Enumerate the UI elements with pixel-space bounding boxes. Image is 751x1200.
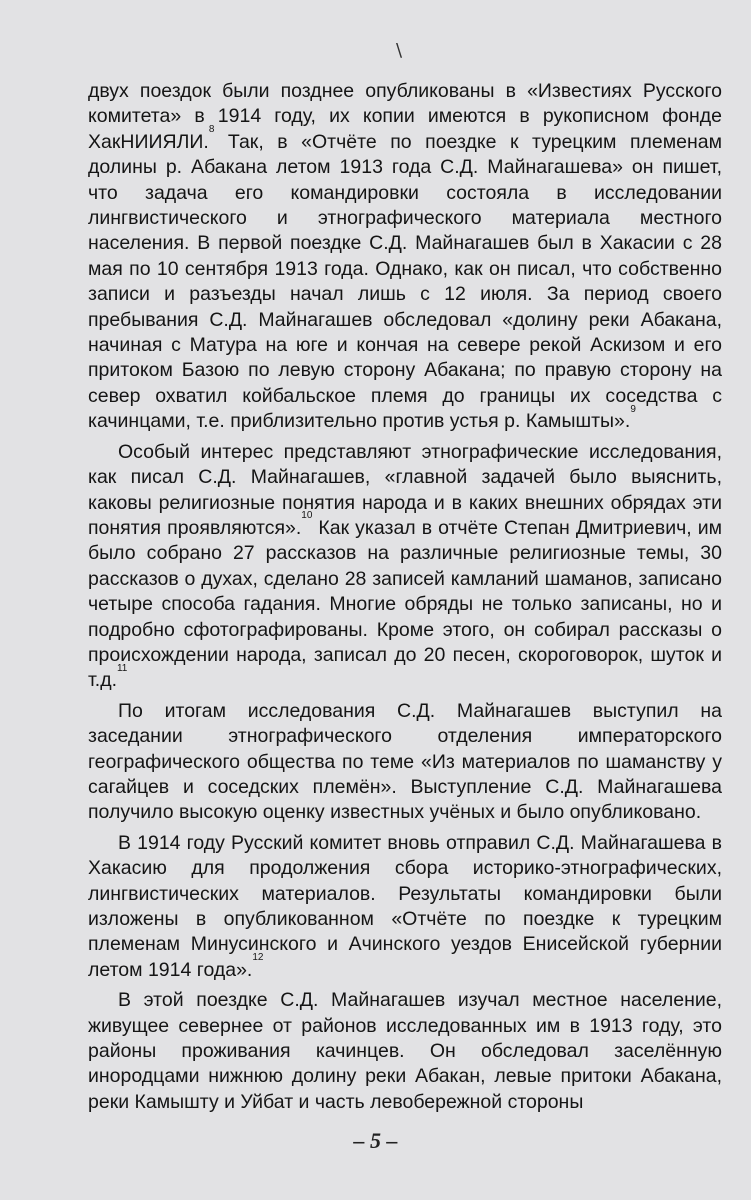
paragraph-text: Так, в «Отчёте по поездке к турецким племенам долины р. Абакана летом 1913 года С.Д. Майнагашева» он пишет, что задача его командировки состояла в исследовании лингвистического и этнографического материала местного населения. В первой поездке С.Д. Майнагашев был в Хакасии с 28 мая по 10 сентября 1913 года. Однако, как он писал, что собственно записи и разъезды начал лишь с 12 июля. За период своего пребывания С.Д. Майнагашев обследовал «долину реки Абакана, начиная с Матура на юге и кончая на севере рекой Аскизом и его притоком Базою по левую сторону Абакана; по правую сторону на север охватил койбальское племя до границы их соседства с качинцами, т.е. приблизительно против устья р. Камышты». [88,130,722,433]
paragraph [88,699,722,826]
paragraph-text: В этой поездке С.Д. Майнагашев изучал местное население, живущее севернее от районов исследованных им в 1913 году, это районы проживания качинцев. Он обследовал заселённую инородцами нижнюю долину реки Абакан, левые притоки Абакана, реки Камышту и Уйбат и часть левобережной стороны [88,989,722,1113]
footnote-ref: 9 [630,403,636,415]
paragraph-text: В 1914 году Русский комитет вновь отправил С.Д. Майнагашева в Хакасию для продолжения сбора историко-этнографических, лингвистических материалов. Результаты командировки были изложены в опубликованном «Отчёте по поездке к турецким племенам Минусинского и Ачинского уездов Енисейской губернии летом 1914 года». [88,831,722,981]
paragraph-text: Особый интерес представляют этнографические исследования, как писал С.Д. Майнагашев, «главной задачей было выяснить, каковы религиозные понятия народа и в каких внешних обрядах эти понятия проявляются». [88,440,722,539]
pen-mark: \ [396,40,403,61]
footnote-ref: 12 [252,952,264,964]
footnote-ref: 10 [301,510,313,522]
paragraph-text: двух поездок были позднее опубликованы в «Известиях Русского комитета» в 1914 году, их копии имеются в рукописном фонде ХакНИИЯЛИ. [88,80,722,153]
footnote-ref: 8 [208,124,215,136]
paragraph [88,988,722,1115]
body-text [88,79,722,1115]
paragraph [88,79,722,435]
paragraph-text: Как указал в отчёте Степан Дмитриевич, им было собрано 27 рассказов на различные религиозные темы, 30 рассказов о духах, сделано 28 записей камланий шаманов, записано четыре способа гадания. Многие обряды не только записаны, но и подробно сфотографированы. Кроме этого, он собирал рассказы о происхождении народа, записал до 20 песен, скороговорок, шуток и т.д. [88,516,723,692]
paragraph [88,440,722,694]
page-number: – 5 – [353,1128,398,1153]
footnote-ref: 11 [116,662,128,674]
paragraph [88,831,722,983]
paragraph-text: По итогам исследования С.Д. Майнагашев выступил на заседании этнографического отделения императорского географического общества по теме «Из материалов по шаманству у сагайцев и соседских племён». Выступление С.Д. Майнагашева получило высокую оценку известных учёных и было опубликовано. [88,699,722,824]
